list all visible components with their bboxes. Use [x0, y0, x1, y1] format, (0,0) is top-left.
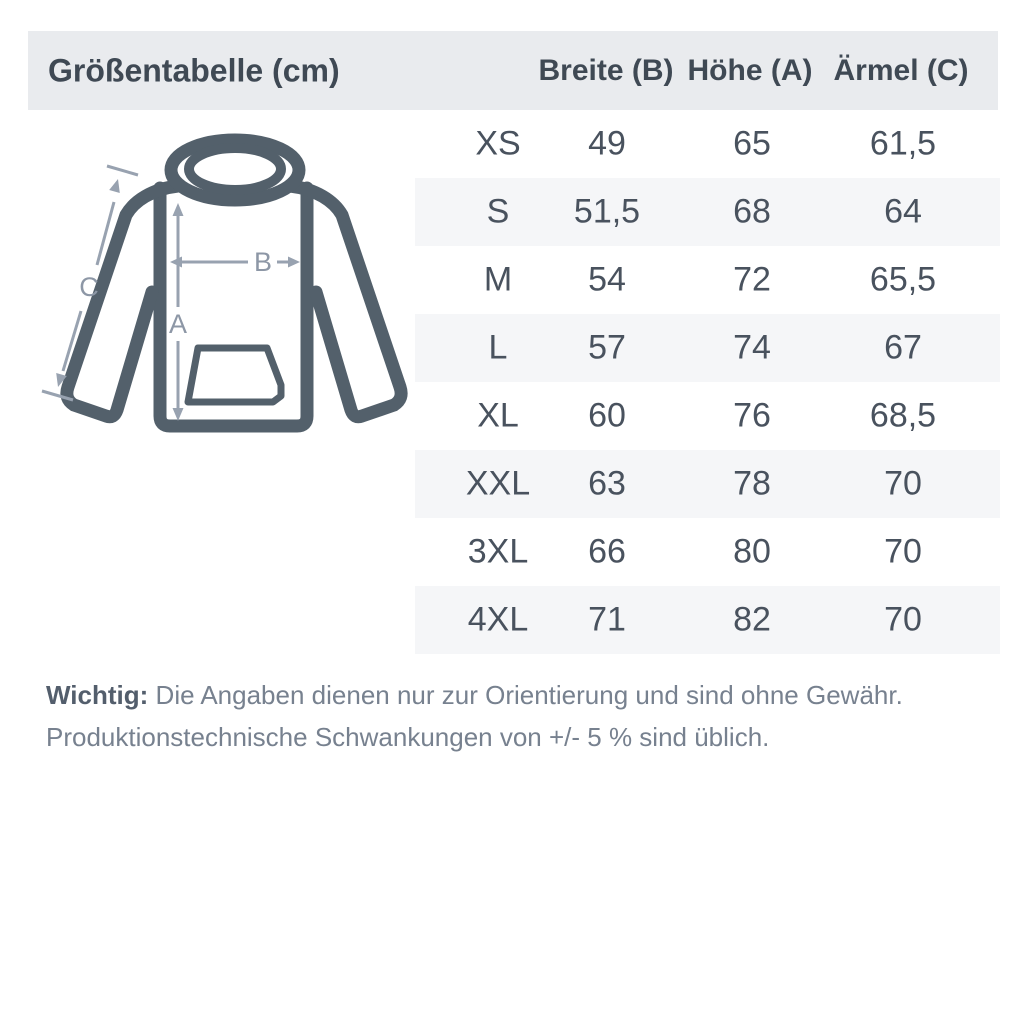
- aermel-value: 61,5: [869, 124, 937, 163]
- size-label: XXL: [465, 464, 531, 503]
- aermel-value: 64: [884, 192, 922, 231]
- table-row-m: [415, 246, 1000, 314]
- dim-label-a: A: [168, 309, 188, 339]
- page-title: Größentabelle (cm): [48, 52, 340, 88]
- table-row-s: [415, 178, 1000, 246]
- table-row-xs: [415, 110, 1000, 178]
- header-band: [28, 31, 998, 110]
- table-row-xl: [415, 382, 1000, 450]
- table-row-l: [415, 314, 1000, 382]
- hoehe-value: 82: [733, 600, 771, 639]
- dim-label-c: C: [79, 272, 99, 302]
- aermel-value: 70: [884, 464, 922, 503]
- breite-value: 51,5: [573, 192, 641, 231]
- size-label: XL: [477, 396, 519, 435]
- disclaimer-line1: [46, 674, 986, 716]
- column-header-aermel: Ärmel (C): [833, 53, 969, 87]
- hood-inner-outline: [189, 148, 281, 190]
- size-label: 3XL: [467, 532, 529, 571]
- dim-arrow-b: [170, 257, 300, 268]
- breite-value: 57: [588, 328, 626, 367]
- size-label: S: [486, 192, 510, 231]
- aermel-value: 70: [884, 532, 922, 571]
- breite-value: 54: [588, 260, 626, 299]
- breite-value: 63: [588, 464, 626, 503]
- pocket-outline: [188, 348, 281, 402]
- disclaimer-note: [46, 674, 986, 758]
- breite-value: 49: [588, 124, 626, 163]
- hoehe-value: 68: [733, 192, 771, 231]
- column-header-hoehe: Höhe (A): [687, 53, 813, 87]
- hoehe-value: 78: [733, 464, 771, 503]
- breite-value: 66: [588, 532, 626, 571]
- aermel-value: 68,5: [869, 396, 937, 435]
- hoehe-value: 65: [733, 124, 771, 163]
- breite-value: 71: [588, 600, 626, 639]
- breite-value: 60: [588, 396, 626, 435]
- important-label: Wichtig:: [46, 680, 149, 710]
- hoehe-value: 72: [733, 260, 771, 299]
- size-label: 4XL: [467, 600, 529, 639]
- table-row-xxl: [415, 450, 1000, 518]
- hoodie-diagram: [30, 115, 430, 455]
- hoehe-value: 76: [733, 396, 771, 435]
- table-row-3xl: [415, 518, 1000, 586]
- hoehe-value: 80: [733, 532, 771, 571]
- aermel-value: 65,5: [869, 260, 937, 299]
- size-label: M: [483, 260, 513, 299]
- size-label: XS: [475, 124, 521, 163]
- aermel-value: 70: [884, 600, 922, 639]
- column-header-breite: Breite (B): [538, 53, 674, 87]
- dim-label-b: B: [253, 247, 273, 277]
- disclaimer-line2: Produktionstechnische Schwankungen von +/- 5 % sind üblich.: [46, 722, 770, 752]
- hoehe-value: 74: [733, 328, 771, 367]
- disclaimer-line1-text: Die Angaben dienen nur zur Orientierung und sind ohne Gewähr.: [148, 680, 903, 710]
- aermel-value: 67: [884, 328, 922, 367]
- size-label: L: [488, 328, 508, 367]
- table-row-4xl: [415, 586, 1000, 654]
